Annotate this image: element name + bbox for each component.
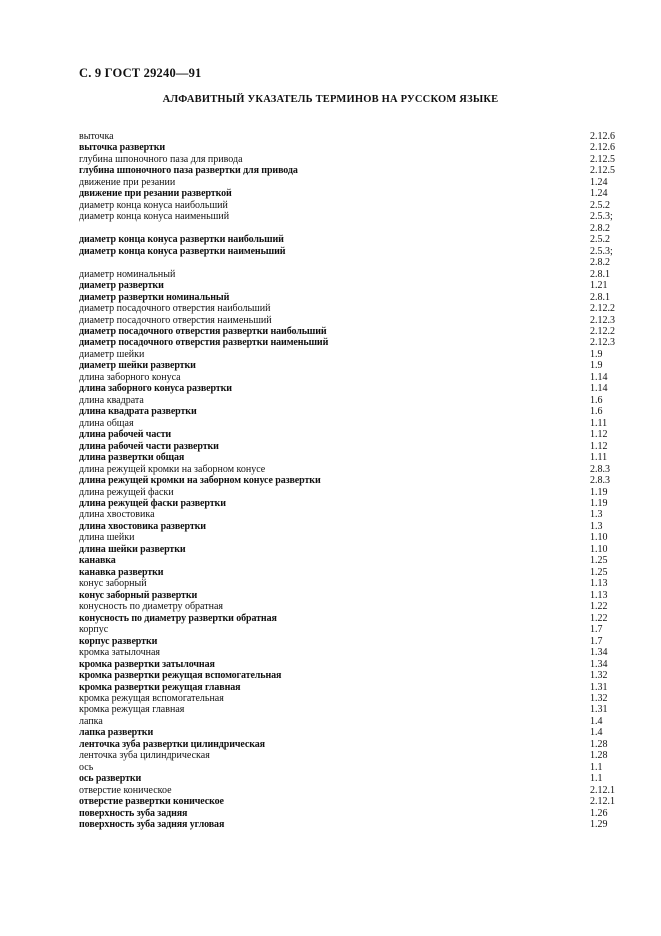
entry-term: канавка	[79, 555, 116, 567]
index-entry	[79, 441, 619, 452]
entry-reference: 2.5.3;	[590, 211, 613, 223]
entry-term: ленточка зуба развертки цилиндрическая	[79, 738, 265, 750]
entry-reference: 1.29	[590, 819, 608, 831]
entry-reference: 1.34	[590, 658, 608, 670]
entry-term: ось развертки	[79, 773, 142, 785]
entry-reference: 2.12.5	[590, 153, 615, 165]
entry-term: кромка режущая вспомогательная	[79, 692, 224, 704]
entry-reference: 2.12.2	[590, 303, 615, 315]
index-entry	[79, 303, 619, 314]
entry-reference: 1.7	[590, 635, 603, 647]
index-entry	[79, 188, 619, 199]
entry-term: длина общая	[79, 417, 134, 429]
entry-reference: 2.12.2	[590, 325, 615, 337]
entry-reference: 1.7	[590, 624, 603, 636]
entry-term: корпус развертки	[79, 635, 158, 647]
entry-term: кромка развертки затылочная	[79, 658, 215, 670]
index-entry	[79, 601, 619, 612]
entry-reference: 2.5.3;	[590, 245, 613, 257]
index-entry	[79, 337, 619, 348]
index-entry	[79, 487, 619, 498]
entry-term: диаметр конца конуса развертки наименьший	[79, 245, 286, 257]
entry-term: лапка	[79, 715, 103, 727]
index-entry	[79, 819, 619, 830]
entry-term: корпус	[79, 624, 109, 636]
index-entry	[79, 555, 619, 566]
entry-term: диаметр шейки развертки	[79, 360, 196, 372]
entry-term: кромка развертки режущая главная	[79, 681, 241, 693]
term-index	[79, 131, 619, 831]
index-entry	[79, 670, 619, 681]
entry-term: длина рабочей части	[79, 429, 172, 441]
index-entry	[79, 682, 619, 693]
entry-reference: 1.12	[590, 429, 608, 441]
entry-reference: 1.32	[590, 670, 608, 682]
entry-term: длина режущей кромки на заборном конусе	[79, 463, 266, 475]
entry-term: ленточка зуба цилиндрическая	[79, 750, 210, 762]
index-entry	[79, 131, 619, 142]
entry-term: отверстие коническое	[79, 784, 172, 796]
entry-reference: 1.22	[590, 601, 608, 613]
index-entry	[79, 716, 619, 727]
entry-reference: 1.6	[590, 394, 603, 406]
entry-reference: 1.9	[590, 360, 603, 372]
index-entry	[79, 372, 619, 383]
entry-reference: 1.14	[590, 371, 608, 383]
index-entry	[79, 452, 619, 463]
entry-reference: 1.10	[590, 543, 608, 555]
entry-reference: 2.12.1	[590, 784, 615, 796]
entry-reference: 2.12.3	[590, 337, 615, 349]
entry-reference: 2.5.2	[590, 234, 610, 246]
index-entry	[79, 234, 619, 245]
entry-term: длина заборного конуса развертки	[79, 383, 232, 395]
index-entry	[79, 739, 619, 750]
entry-reference: 2.12.6	[590, 131, 615, 142]
entry-reference: 1.10	[590, 532, 608, 544]
index-entry	[79, 750, 619, 761]
entry-term: ось	[79, 761, 94, 773]
index-entry	[79, 349, 619, 360]
entry-term: диаметр шейки	[79, 348, 145, 360]
entry-reference: 1.24	[590, 188, 608, 200]
index-entry	[79, 521, 619, 532]
index-entry	[79, 578, 619, 589]
index-entry	[79, 693, 619, 704]
entry-term: диаметр посадочного отверстия наибольший	[79, 303, 271, 315]
index-entry	[79, 727, 619, 738]
entry-term: длина квадрата	[79, 394, 144, 406]
index-entry	[79, 785, 619, 796]
entry-term: диаметр конца конуса развертки наибольший	[79, 234, 284, 246]
index-entry	[79, 590, 619, 601]
entry-term: длина шейки развертки	[79, 543, 186, 555]
index-entry	[79, 418, 619, 429]
entry-reference: 1.31	[590, 681, 608, 693]
index-entry	[79, 292, 619, 303]
index-entry	[79, 704, 619, 715]
entry-term: кромка затылочная	[79, 647, 161, 659]
index-entry	[79, 211, 619, 222]
index-entry	[79, 475, 619, 486]
entry-term: длина режущей кромки на заборном конусе развертки	[79, 475, 321, 487]
entry-reference: 2.12.6	[590, 142, 615, 154]
index-entry	[79, 257, 619, 268]
entry-reference: 1.12	[590, 440, 608, 452]
entry-reference: 1.4	[590, 727, 603, 739]
index-entry	[79, 464, 619, 475]
entry-reference: 1.14	[590, 383, 608, 395]
index-entry	[79, 647, 619, 658]
entry-reference: 1.9	[590, 348, 603, 360]
entry-reference: 1.13	[590, 578, 608, 590]
entry-reference: 2.8.1	[590, 268, 610, 280]
entry-term: выточка развертки	[79, 142, 166, 154]
entry-reference: 2.5.2	[590, 199, 610, 211]
page-header: С. 9 ГОСТ 29240—91	[79, 66, 202, 80]
index-entry	[79, 165, 619, 176]
entry-term: длина режущей фаски развертки	[79, 498, 226, 509]
entry-term: конусность по диаметру обратная	[79, 601, 223, 613]
entry-term: глубина шпоночного паза для привода	[79, 153, 243, 165]
index-entry	[79, 532, 619, 543]
entry-reference: 1.21	[590, 280, 608, 292]
entry-reference: 2.8.2	[590, 222, 610, 234]
entry-reference: 2.8.1	[590, 291, 610, 303]
entry-term: конусность по диаметру развертки обратная	[79, 612, 277, 624]
entry-term: движение при резании разверткой	[79, 188, 232, 200]
entry-reference: 1.13	[590, 589, 608, 601]
entry-reference: 1.11	[590, 452, 608, 464]
entry-reference: 1.3	[590, 520, 603, 532]
entry-term: кромка развертки режущая вспомогательная	[79, 670, 282, 682]
entry-reference: 1.25	[590, 555, 608, 567]
index-entry	[79, 383, 619, 394]
entry-reference: 1.19	[590, 486, 608, 498]
entry-term: конус заборный развертки	[79, 589, 198, 601]
entry-reference: 2.12.5	[590, 165, 615, 177]
entry-term: диаметр посадочного отверстия развертки наименьший	[79, 337, 329, 349]
entry-term: длина квадрата развертки	[79, 406, 197, 418]
entry-reference: 1.1	[590, 761, 603, 773]
entry-term: диаметр номинальный	[79, 268, 176, 280]
index-entry	[79, 636, 619, 647]
entry-term: поверхность зуба задняя	[79, 807, 188, 819]
index-entry	[79, 142, 619, 153]
index-entry	[79, 624, 619, 635]
entry-reference: 1.28	[590, 750, 608, 762]
entry-reference: 1.25	[590, 566, 608, 578]
entry-term: длина хвостовика	[79, 509, 155, 521]
entry-reference: 2.8.3	[590, 463, 610, 475]
entry-reference: 1.11	[590, 417, 608, 429]
entry-reference: 1.6	[590, 406, 603, 418]
entry-reference: 1.32	[590, 692, 608, 704]
index-title: АЛФАВИТНЫЙ УКАЗАТЕЛЬ ТЕРМИНОВ НА РУССКОМ ЯЗЫКЕ	[162, 94, 499, 105]
entry-term: диаметр посадочного отверстия развертки наибольший	[79, 325, 327, 337]
entry-term: длина шейки	[79, 532, 135, 544]
entry-term: выточка	[79, 131, 114, 142]
index-entry	[79, 796, 619, 807]
entry-reference: 1.22	[590, 612, 608, 624]
index-entry	[79, 280, 619, 291]
index-entry	[79, 498, 619, 509]
index-entry	[79, 200, 619, 211]
entry-term: канавка развертки	[79, 566, 164, 578]
index-entry	[79, 509, 619, 520]
index-entry	[79, 360, 619, 371]
entry-reference: 1.24	[590, 176, 608, 188]
entry-term: поверхность зуба задняя угловая	[79, 819, 225, 831]
index-entry	[79, 326, 619, 337]
entry-reference: 1.3	[590, 509, 603, 521]
entry-reference: 1.34	[590, 647, 608, 659]
entry-term: диаметр развертки номинальный	[79, 291, 230, 303]
entry-term: диаметр конца конуса наименьший	[79, 211, 230, 223]
entry-term: длина развертки общая	[79, 452, 185, 464]
entry-term: отверстие развертки коническое	[79, 796, 224, 808]
index-entry	[79, 395, 619, 406]
entry-reference: 2.8.2	[590, 257, 610, 269]
entry-reference: 1.1	[590, 773, 603, 785]
entry-term: длина хвостовика развертки	[79, 520, 206, 532]
index-entry	[79, 773, 619, 784]
index-entry	[79, 177, 619, 188]
index-entry	[79, 544, 619, 555]
index-entry	[79, 613, 619, 624]
index-entry	[79, 429, 619, 440]
entry-term: диаметр развертки	[79, 280, 164, 292]
entry-reference: 1.4	[590, 715, 603, 727]
entry-reference: 1.26	[590, 807, 608, 819]
entry-term: диаметр посадочного отверстия наименьший	[79, 314, 272, 326]
index-entry	[79, 269, 619, 280]
entry-reference: 2.12.1	[590, 796, 615, 808]
index-entry	[79, 315, 619, 326]
index-entry	[79, 762, 619, 773]
entry-term: лапка развертки	[79, 727, 154, 739]
entry-term: длина режущей фаски	[79, 486, 174, 498]
entry-term: длина заборного конуса	[79, 371, 181, 383]
entry-term: глубина шпоночного паза развертки для привода	[79, 165, 298, 177]
index-entry	[79, 659, 619, 670]
entry-reference: 2.12.3	[590, 314, 615, 326]
entry-term: длина рабочей части развертки	[79, 440, 219, 452]
entry-reference: 2.8.3	[590, 475, 610, 487]
entry-reference: 1.19	[590, 498, 608, 509]
entry-term: конус заборный	[79, 578, 147, 590]
index-entry	[79, 246, 619, 257]
entry-term: диаметр конца конуса наибольший	[79, 199, 228, 211]
entry-reference: 1.28	[590, 738, 608, 750]
index-entry	[79, 406, 619, 417]
entry-term: кромка режущая главная	[79, 704, 185, 716]
entry-reference: 1.31	[590, 704, 608, 716]
index-entry	[79, 223, 619, 234]
index-entry	[79, 567, 619, 578]
entry-term: движение при резании	[79, 176, 176, 188]
index-entry	[79, 154, 619, 165]
index-entry	[79, 808, 619, 819]
